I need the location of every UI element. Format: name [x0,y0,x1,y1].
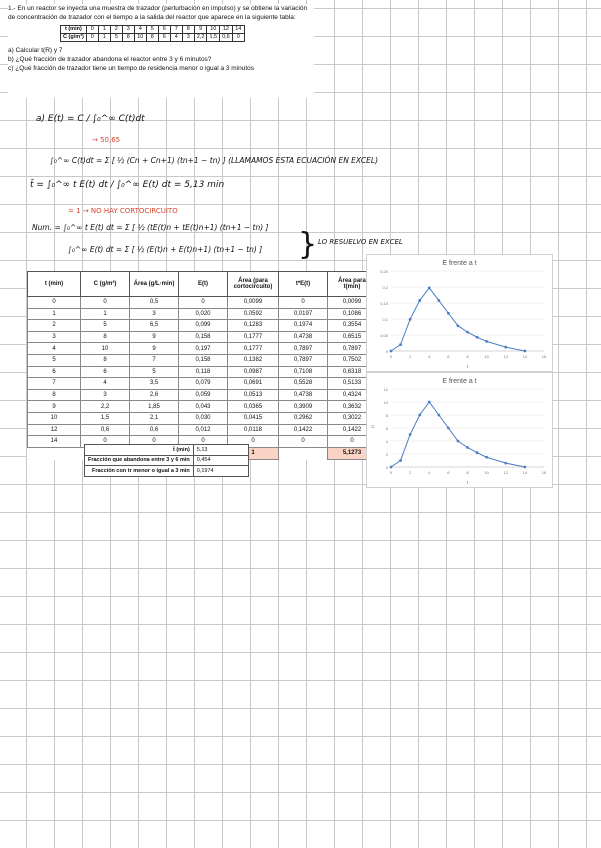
x-axis-label: t [466,364,469,369]
table-cell: 2,1 [130,412,179,424]
total-cell: 5,1273 [328,447,377,459]
table-cell-t: 12 [220,26,233,34]
y-tick-label: 0,05 [380,333,388,338]
table-cell: 0,079 [179,378,228,390]
table-cell: 0,3632 [328,401,377,413]
y-tick-label: 0 [385,349,388,354]
table-cell: 0,0118 [228,424,279,436]
y-tick-label: 0,25 [380,269,388,274]
table-cell: 0,0415 [228,412,279,424]
x-tick-label: 14 [522,470,528,475]
data-point [485,456,488,459]
hw-brace-note: LO RESUELVO EN EXCEL [318,238,403,246]
table-cell: 0 [81,297,130,309]
table-cell-t: 7 [170,26,182,34]
table-cell: 7 [130,354,179,366]
table-cell-c: 4 [170,34,182,42]
x-tick-label: 6 [447,470,450,475]
table-cell: 0,6 [81,424,130,436]
data-point [437,299,440,302]
table-row [28,354,377,366]
table-cell: 3 [81,389,130,401]
problem-statement-panel [8,4,314,98]
data-point [409,318,412,321]
table-cell: 0,030 [179,412,228,424]
table-cell: 6 [81,366,130,378]
chart-title: E frente a t [442,378,477,385]
x-tick-label: 4 [428,354,431,359]
question-b: b) ¿Qué fracción de trazador abandona el reactor entre 3 y 6 minutos? [8,56,212,63]
table-cell: 1 [28,308,81,320]
table-cell: 0,4738 [279,389,328,401]
table-cell: 0 [179,436,228,448]
table-cell: 0,197 [179,343,228,355]
table-cell-t: 2 [110,26,122,34]
table-cell-c: 0 [86,34,98,42]
table-row [28,389,377,401]
table-cell: 0 [130,436,179,448]
table-cell: 0,1283 [228,320,279,332]
table-cell: 1 [81,308,130,320]
table-cell-c: 1,5 [207,34,220,42]
results-table [84,444,249,477]
table-cell: 0,7897 [279,354,328,366]
y-tick-label: 0 [385,465,388,470]
x-tick-label: 8 [466,354,469,359]
table-cell-c: 8 [122,34,134,42]
table-header-row [28,272,377,297]
table-cell: 0,5133 [328,378,377,390]
table-cell-c: 10 [134,34,146,42]
table-cell: 0 [228,436,279,448]
y-axis-label: C [371,424,375,429]
table-cell-t: 5 [146,26,158,34]
table-cell: 8 [81,331,130,343]
x-tick-label: 12 [503,354,508,359]
table-cell-c: 0 [232,34,244,42]
table-cell: 0 [328,436,377,448]
result-label-fraction-3: Fracción con tr menor o igual a 3 min [85,466,194,477]
data-point [466,446,469,449]
table-cell: 5 [81,320,130,332]
data-point [409,433,412,436]
x-tick-label: 10 [484,354,489,359]
x-tick-label: 16 [541,354,547,359]
table-cell: 0,0691 [228,378,279,390]
table-cell: 0,4324 [328,389,377,401]
table-cell: 0,7897 [279,343,328,355]
y-tick-label: 6 [385,426,388,431]
table-cell: 9 [28,401,81,413]
y-tick-label: 2 [385,452,388,457]
x-tick-label: 14 [522,354,528,359]
table-row [28,378,377,390]
x-tick-label: 8 [466,470,469,475]
table-cell: 0,0197 [279,308,328,320]
table-row [28,331,377,343]
table-cell-t: 3 [122,26,134,34]
table-cell: 0,1086 [328,308,377,320]
table-cell: 10 [81,343,130,355]
table-cell-t: 9 [194,26,207,34]
table-cell: 8 [81,354,130,366]
table-cell: 0,6515 [328,331,377,343]
table-cell: 3 [130,308,179,320]
table-cell: 0 [279,436,328,448]
hw-line-1: a) E(t) = C / ∫₀^∞ C(t)dt [36,114,145,124]
table-cell: 0,1777 [228,331,279,343]
table-cell: 5 [28,354,81,366]
table-cell: 4 [81,378,130,390]
table-row [28,297,377,309]
table-cell: 6 [28,366,81,378]
table-cell: 3,5 [130,378,179,390]
table-cell: 0,6318 [328,366,377,378]
x-tick-label: 10 [484,470,489,475]
hw-line-5: ∫₀^∞ E(t) dt = Σ [ ½ (E(t)n + E(t)n+1) (tn+1 − tn) ] [68,245,263,254]
data-point [399,459,402,462]
table-cell: 8 [28,389,81,401]
table-cell: 4 [28,343,81,355]
table-row [28,343,377,355]
table-cell: 0,043 [179,401,228,413]
table-cell-t: 8 [182,26,194,34]
chart-c-vs-t [366,372,553,488]
table-cell-c: 1 [98,34,110,42]
col-header-c: C (g/m³) [81,272,130,297]
y-tick-label: 0,2 [382,285,388,290]
result-label-tmean: t̄ (min) [85,445,194,456]
table-cell: 0,3554 [328,320,377,332]
data-point [418,414,421,417]
table-cell: 1,85 [130,401,179,413]
y-tick-label: 8 [385,413,388,418]
table-cell: 0,7897 [328,343,377,355]
result-value-fraction-3-6: 0,454 [193,455,248,466]
table-cell: 10 [28,412,81,424]
table-cell: 0,059 [179,389,228,401]
chart-e-vs-t-svg [367,255,552,371]
table-cell: 0,1974 [279,320,328,332]
table-cell-t: 10 [207,26,220,34]
table-cell: 9 [130,331,179,343]
data-point [437,414,440,417]
brace-icon: } [298,227,318,262]
chart-e-vs-t [366,254,553,372]
table-cell: 7 [28,378,81,390]
table-cell: 0,4738 [279,331,328,343]
table-cell: 0,0592 [228,308,279,320]
table-row [28,401,377,413]
result-value-tmean: 5,13 [193,445,248,456]
table-cell: 0,5528 [279,378,328,390]
hw-line-2: ∫₀^∞ C(t)dt = Σ [ ½ (Cn + Cn+1) (tn+1 − tn) ] (LLAMAMOS ESTA ECUACIÓN EN EXCEL) [50,156,379,165]
result-row [85,445,249,456]
table-cell-c: 6 [158,34,170,42]
table-cell: 0,6 [130,424,179,436]
table-cell: 0 [279,297,328,309]
table-cell: 0,3909 [279,401,328,413]
table-cell: 0,020 [179,308,228,320]
handwritten-notes [0,100,601,265]
empty-cell [279,447,328,459]
question-c: c) ¿Qué fracción de trazador tiene un tiempo de residencia menor o igual a 3 minutos [8,65,255,72]
table-cell: 12 [28,424,81,436]
table-cell: 0,0099 [328,297,377,309]
chart-title: E frente a t [442,260,477,267]
table-cell: 1,5 [81,412,130,424]
table-cell: 0,1422 [279,424,328,436]
table-row-t [61,26,245,34]
table-cell: 0,012 [179,424,228,436]
table-row [28,308,377,320]
x-tick-label: 0 [389,354,393,359]
table-cell: 0 [179,297,228,309]
y-tick-label: 4 [385,439,388,444]
data-point [399,343,402,346]
table-cell-t: 0 [86,26,98,34]
table-cell: 0,0365 [228,401,279,413]
data-table [60,25,245,42]
y-tick-label: 0,15 [380,301,388,306]
data-point [457,324,460,327]
x-tick-label: 6 [447,354,450,359]
data-point [523,350,526,353]
total-cell: 1 [228,447,279,459]
table-cell-t: 6 [158,26,170,34]
table-cell: 0,5 [130,297,179,309]
x-tick-label: 2 [409,470,412,475]
data-point [523,466,526,469]
table-cell-c: 2,2 [194,34,207,42]
hw-annot-1: → 50,65 [92,136,121,144]
table-cell: 0,2962 [279,412,328,424]
problem-statement: 1.- En un reactor se inyecta una muestra de trazador (perturbación en impulso) y se obtiene la variación de concentración de trazador con el tiempo a la salida del reactor que aparece en la siguiente tabla: [8,5,308,21]
table-cell: 0,1777 [228,343,279,355]
x-axis-label: t [466,480,469,485]
data-point [476,451,479,454]
table-cell: 0,0099 [228,297,279,309]
table-cell-t: 1 [98,26,110,34]
table-cell-c: 0,6 [220,34,233,42]
table-cell-t: 4 [134,26,146,34]
data-point [466,331,469,334]
y-tick-label: 12 [383,387,388,392]
table-cell: 0,0513 [228,389,279,401]
chart-c-vs-t-svg [367,373,552,487]
result-row [85,466,249,477]
question-a: a) Calcular t(R) y 7 [8,47,63,54]
data-point [504,462,507,465]
table-row-c [61,34,245,42]
data-point [428,287,431,290]
table-cell: 3 [28,331,81,343]
table-cell: 9 [130,343,179,355]
table-cell: 6,5 [130,320,179,332]
table-cell-c: 5 [110,34,122,42]
table-cell: 2,2 [81,401,130,413]
table-cell-c: 3 [182,34,194,42]
data-point [390,350,393,353]
table-row [28,424,377,436]
table-cell: 0,7108 [279,366,328,378]
x-tick-label: 12 [503,470,508,475]
x-tick-label: 0 [389,470,393,475]
table-cell: 0 [28,297,81,309]
data-point [447,427,450,430]
table-row [28,320,377,332]
hw-line-4: Num. = ∫₀^∞ t E(t) dt = Σ [ ½ (tE(t)n + tE(t)n+1) (tn+1 − tn) ] [32,223,269,232]
table-cell: 0,158 [179,354,228,366]
data-point [504,346,507,349]
y-tick-label: 0,1 [382,317,388,322]
hw-line-3: t̄ = ∫₀^∞ t E(t) dt / ∫₀^∞ E(t) dt = 5,13 min [30,180,225,190]
table-cell: 2,6 [130,389,179,401]
hw-annot-2: = 1 → NO HAY CORTOCIRCUITO [68,207,178,215]
col-header-t: t (min) [28,272,81,297]
table-cell-t: 14 [232,26,244,34]
data-point [485,340,488,343]
data-point [476,336,479,339]
table-cell: 0,0987 [228,366,279,378]
data-point [428,401,431,404]
result-value-fraction-3: 0,1974 [193,466,248,477]
x-tick-label: 4 [428,470,431,475]
empty-cell [28,447,81,459]
table-row [28,412,377,424]
result-row [85,455,249,466]
col-header-area-t: Área para t(min) [328,272,377,297]
table-cell: 0,3022 [328,412,377,424]
col-header-area: Área (g/L·min) [130,272,179,297]
x-tick-label: 2 [409,354,412,359]
table-cell: 0,1382 [228,354,279,366]
col-header-te: t*E(t) [279,272,328,297]
data-point [390,466,393,469]
table-cell: 0,7502 [328,354,377,366]
row-label-t: t (min) [61,26,87,34]
col-header-e: E(t) [179,272,228,297]
y-tick-label: 10 [383,400,388,405]
table-cell: 0 [81,436,130,448]
calculation-table [27,271,377,460]
row-label-c: C (g/m³) [61,34,87,42]
data-point [457,440,460,443]
table-cell-c: 8 [146,34,158,42]
table-cell: 0,158 [179,331,228,343]
x-tick-label: 16 [541,470,547,475]
table-cell: 0,099 [179,320,228,332]
result-label-fraction-3-6: Fracción que abandona entre 3 y 6 min [85,455,194,466]
table-row [28,366,377,378]
table-cell: 0,118 [179,366,228,378]
table-cell: 0,1422 [328,424,377,436]
table-cell: 5 [130,366,179,378]
data-point [418,299,421,302]
data-point [447,312,450,315]
table-cell: 14 [28,436,81,448]
table-cell: 2 [28,320,81,332]
col-header-area-cortocircuito: Área (para cortocircuito) [228,272,279,297]
